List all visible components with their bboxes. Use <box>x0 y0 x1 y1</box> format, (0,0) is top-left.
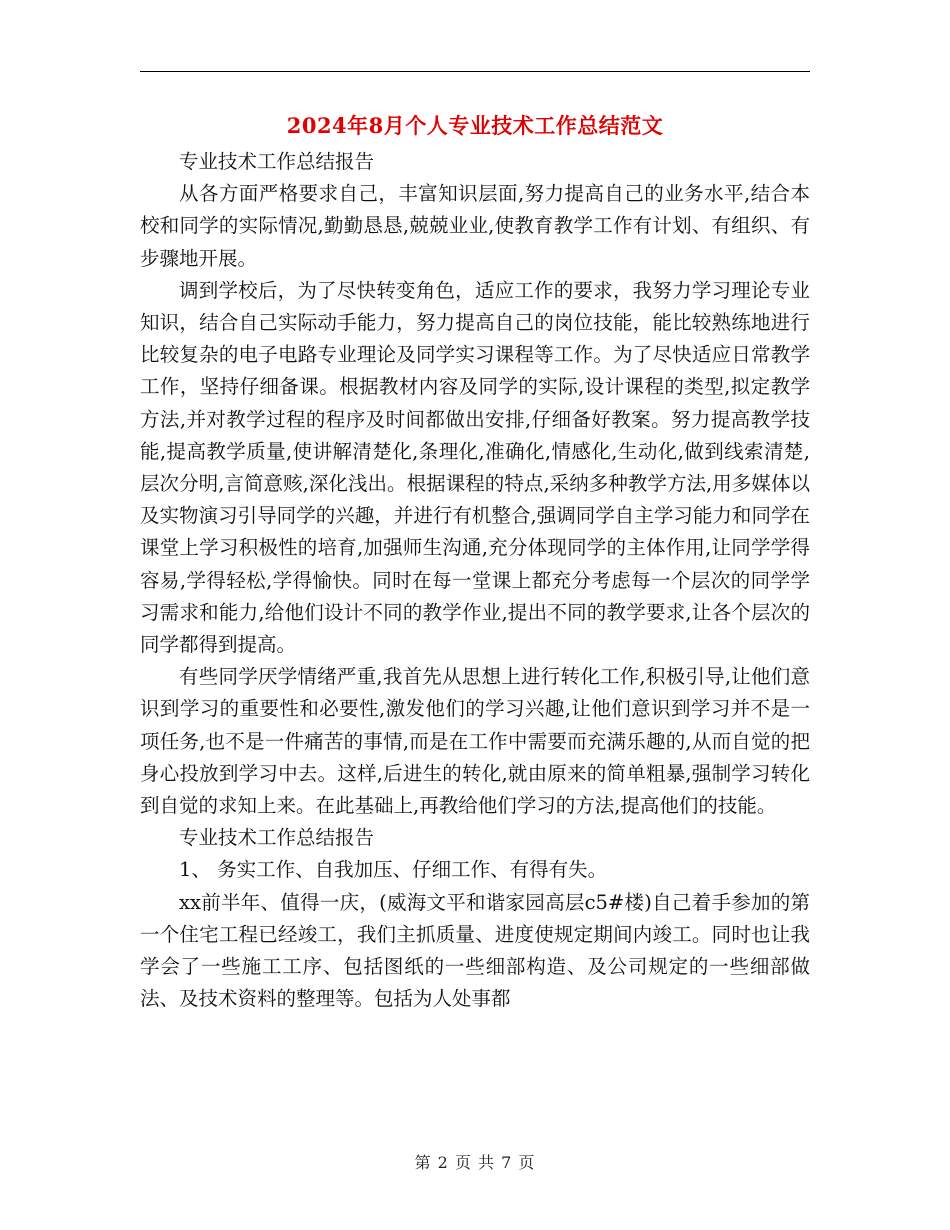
paragraph-item-1: 1、 务实工作、自我加压、仔细工作、有得有失。 <box>179 858 608 882</box>
paragraph-students: 有些同学厌学情绪严重,我首先从思想上进行转化工作,积极引导,让他们意识到学习的重要性和必要性,激发他们的学习兴趣,让他们意识到学习并不是一项任务,也不是一件痛苦的事情,而是在工作中需要而充满乐趣的,从而自觉的把身心投放到学习中去。这样,后进生的转化,就由原来的简单粗暴,强制学习转化到自觉的求知上来。在此基础上,再教给他们学习的方法,提高他们的技能。 <box>140 665 810 818</box>
page-number-footer: 第 2 页 共 7 页 <box>414 1153 536 1172</box>
paragraph-report-heading-1: 专业技术工作总结报告 <box>179 150 375 173</box>
paragraph-intro: 从各方面严格要求自己，丰富知识层面,努力提高自己的业务水平,结合本校和同学的实际情况,勤勤恳恳,兢兢业业,使教育教学工作有计划、有组织、有步骤地开展。 <box>140 182 810 270</box>
paragraph-project: xx前半年、值得一庆，(威海文平和谐家园高层c5#楼)自己着手参加的第一个住宅工程已经竣工，我们主抓质量、进度使规定期间内竣工。同时也让我学会了一些施工工序、包括图纸的一些细部构造、及公司规定的一些细部做法、及技术资料的整理等。包括为人处事都 <box>140 890 810 1011</box>
document-title: 2024年8月个人专业技术工作总结范文 <box>286 113 664 138</box>
document-body <box>140 146 810 1015</box>
paragraph-teaching: 调到学校后，为了尽快转变角色，适应工作的要求，我努力学习理论专业知识，结合自己实际动手能力，努力提高自己的岗位技能，能比较熟练地进行比较复杂的电子电路专业理论及同学实习课程等工作。为了尽快适应日常教学工作，坚持仔细备课。根据教材内容及同学的实际,设计课程的类型,拟定教学方法,并对教学过程的程序及时间都做出安排,仔细备好教案。努力提高教学技能,提高教学质量,使讲解清楚化,条理化,准确化,情感化,生动化,做到线索清楚,层次分明,言简意赅,深化浅出。根据课程的特点,采纳多种教学方法,用多媒体以及实物演习引导同学的兴趣，并进行有机整合,强调同学自主学习能力和同学在课堂上学习积极性的培育,加强师生沟通,充分体现同学的主体作用,让同学学得容易,学得轻松,学得愉快。同时在每一堂课上都充分考虑每一个层次的同学学习需求和能力,给他们设计不同的教学作业,提出不同的教学要求,让各个层次的同学都得到提高。 <box>140 278 810 657</box>
header-rule <box>140 71 810 72</box>
paragraph-report-heading-2: 专业技术工作总结报告 <box>179 826 375 850</box>
